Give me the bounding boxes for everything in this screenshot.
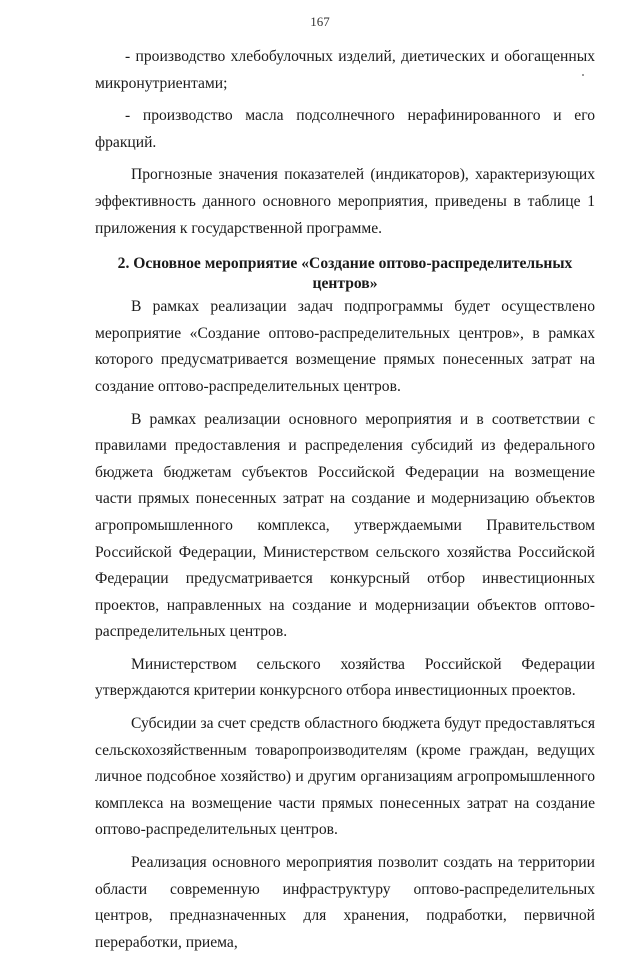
paragraph: Прогнозные значения показателей (индикаторов), характеризующих эффективность данного основного мероприятия, приведены в таблице 1 приложения к государственной программе.: [95, 166, 595, 237]
paragraph: В рамках реализации основного мероприятия и в соответствии с правилами предоставления и распределения субсидий из федерального бюджета бюджетам субъектов Российской Федерации на возмещение части прямых понесенных затрат на создание и модернизацию объектов агропромышленного комплекса, утверждаемыми Правительством Российской Федерации, Министерством сельского хозяйства Российской Федерации предусматривается конкурсный отбор инвестиционных проектов, направленных на создание и модернизации объектов оптово-распределительных центров.: [95, 410, 595, 641]
bullet-item: - производство масла подсолнечного нерафинированного и его фракций.: [95, 107, 595, 151]
paragraph: Субсидии за счет средств областного бюджета будут предоставляться сельскохозяйственным товаропроизводителям (кроме граждан, ведущих личное подсобное хозяйство) и другим организациям агропромышленного комплекса на возмещение части прямых понесенных затрат на создание оптово-распределительных центров.: [95, 715, 595, 839]
page-body: [95, 44, 595, 956]
paragraph: Министерством сельского хозяйства Российской Федерации утверждаются критерии конкурсного отбора инвестиционных проектов.: [95, 655, 595, 700]
paragraph: В рамках реализации задач подпрограммы будет осуществлено мероприятие «Создание оптово-распределительных центров», в рамках которого предусматривается возмещение прямых понесенных затрат на создание оптово-распределительных центров.: [95, 298, 595, 395]
paragraph: Реализация основного мероприятия позволит создать на территории области современную инфраструктуру оптово-распределительных центров, предназначенных для хранения, подработки, первичной переработки, приема,: [95, 854, 595, 951]
section-heading: 2. Основное мероприятие «Создание оптово-распределительных центров»: [117, 255, 573, 293]
page-number: 167: [310, 14, 330, 29]
bullet-item: - производство хлебобулочных изделий, диетических и обогащенных микронутриентами;: [95, 48, 595, 92]
